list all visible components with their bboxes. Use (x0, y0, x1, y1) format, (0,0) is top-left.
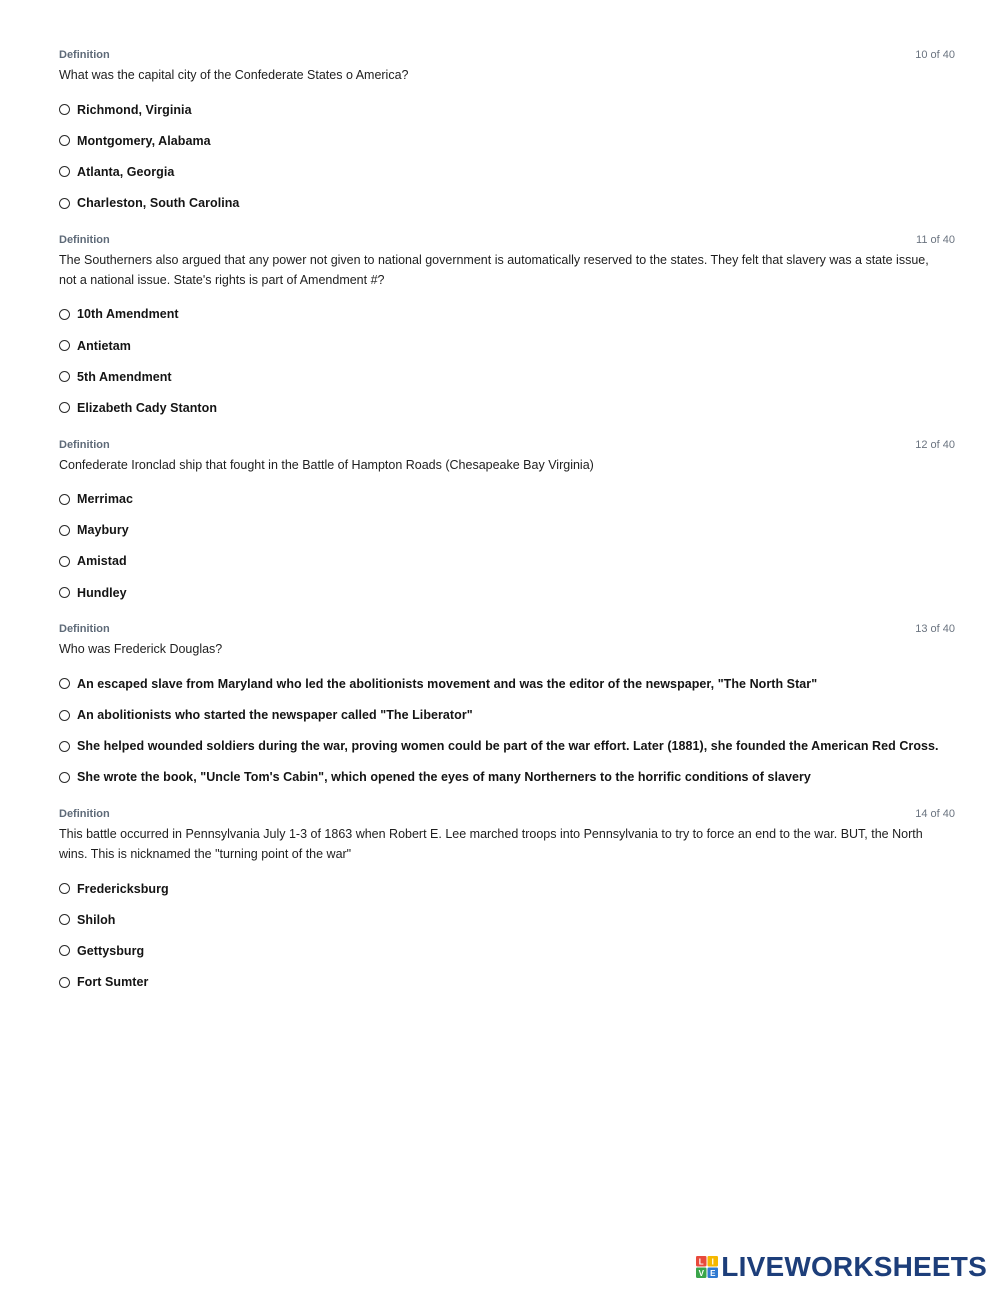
radio-button-icon[interactable] (59, 945, 70, 956)
answer-option[interactable] (59, 668, 955, 699)
answer-option-label: Richmond, Virginia (77, 102, 192, 117)
radio-button-icon[interactable] (59, 741, 70, 752)
answer-option-label: Gettysburg (77, 943, 145, 958)
radio-button-icon[interactable] (59, 371, 70, 382)
answer-option-label: She helped wounded soldiers during the war, proving women could be part of the war effort. Later (1881), she founded the American Red Cross. (77, 739, 939, 754)
answer-option[interactable] (59, 515, 955, 546)
answer-option-label: She wrote the book, "Uncle Tom's Cabin", which opened the eyes of many Northerners to the horrific conditions of slavery (77, 770, 811, 785)
answer-option[interactable] (59, 699, 955, 730)
answer-options (59, 299, 955, 424)
question-prompt: Who was Frederick Douglas? (59, 642, 223, 657)
answer-option-label: Shiloh (77, 912, 116, 927)
answer-option-label: Atlanta, Georgia (77, 164, 175, 179)
question-header (59, 805, 955, 823)
svg-text:V: V (698, 1269, 705, 1278)
radio-button-icon[interactable] (59, 883, 70, 894)
liveworksheets-logo (696, 1252, 987, 1282)
answer-options (59, 873, 955, 998)
radio-button-icon[interactable] (59, 914, 70, 925)
worksheet-page (59, 46, 955, 1010)
question-prompt: What was the capital city of the Confederate States o America? (59, 68, 409, 82)
question-header (59, 620, 955, 638)
answer-option[interactable] (59, 546, 955, 577)
question-12 (59, 436, 955, 609)
answer-option[interactable] (59, 873, 955, 904)
answer-option-label: An abolitionists who started the newspaper called "The Liberator" (77, 708, 473, 723)
radio-button-icon[interactable] (59, 340, 70, 351)
radio-button-icon[interactable] (59, 977, 70, 988)
question-prompt: Confederate Ironclad ship that fought in the Battle of Hampton Roads (Chesapeake Bay Virginia) (59, 457, 594, 472)
question-counter: 13 of 40 (915, 623, 955, 636)
svg-text:I: I (711, 1257, 715, 1267)
answer-option-label: Fredericksburg (77, 881, 169, 896)
answer-option-label: Montgomery, Alabama (77, 133, 211, 148)
answer-options (59, 94, 955, 219)
radio-button-icon[interactable] (59, 104, 70, 115)
radio-button-icon[interactable] (59, 678, 70, 689)
answer-option-label: Fort Sumter (77, 975, 149, 990)
question-type-label: Definition (59, 623, 110, 636)
question-prompt: The Southerners also argued that any power not given to national government is automatically reserved to the states. They felt that slavery was a state issue, not a national issue. State's rights is part of Amendment #? (59, 252, 929, 287)
answer-option-label: An escaped slave from Maryland who led the abolitionists movement and was the editor of the newspaper, "The North Star" (77, 676, 818, 691)
answer-option[interactable] (59, 935, 955, 966)
question-counter: 11 of 40 (916, 233, 955, 246)
question-counter: 12 of 40 (915, 438, 955, 451)
radio-button-icon[interactable] (59, 494, 70, 505)
question-10 (59, 46, 955, 219)
answer-option-label: Hundley (77, 585, 127, 600)
radio-button-icon[interactable] (59, 309, 70, 320)
question-14 (59, 805, 955, 998)
answer-option-label: Maybury (77, 523, 129, 538)
radio-button-icon[interactable] (59, 710, 70, 721)
answer-option-label: Amistad (77, 554, 127, 569)
question-type-label: Definition (59, 438, 110, 451)
answer-option-label: Merrimac (77, 492, 133, 507)
answer-option[interactable] (59, 361, 955, 392)
radio-button-icon[interactable] (59, 525, 70, 536)
radio-button-icon[interactable] (59, 166, 70, 177)
question-type-label: Definition (59, 233, 110, 246)
radio-button-icon[interactable] (59, 587, 70, 598)
answer-option[interactable] (59, 577, 955, 608)
radio-button-icon[interactable] (59, 135, 70, 146)
question-type-label: Definition (59, 49, 110, 61)
radio-button-icon[interactable] (59, 772, 70, 783)
answer-option[interactable] (59, 188, 955, 219)
svg-text:E: E (710, 1269, 716, 1278)
radio-button-icon[interactable] (59, 556, 70, 567)
answer-option[interactable] (59, 392, 955, 423)
radio-button-icon[interactable] (59, 198, 70, 209)
brand-name: LIVEWORKSHEETS (721, 1251, 987, 1282)
answer-option[interactable] (59, 904, 955, 935)
answer-option[interactable] (59, 484, 955, 515)
answer-option-label: Antietam (77, 338, 131, 353)
answer-option[interactable] (59, 967, 955, 998)
liveworksheets-logo-icon (696, 1256, 718, 1278)
answer-option[interactable] (59, 94, 955, 125)
radio-button-icon[interactable] (59, 402, 70, 413)
answer-option-label: Charleston, South Carolina (77, 196, 240, 211)
question-header (59, 231, 955, 249)
answer-option[interactable] (59, 299, 955, 330)
answer-option[interactable] (59, 762, 955, 793)
answer-options (59, 484, 955, 609)
question-13 (59, 620, 955, 793)
question-type-label: Definition (59, 808, 110, 820)
svg-text:L: L (699, 1257, 704, 1267)
answer-option-label: 5th Amendment (77, 369, 172, 384)
question-counter: 10 of 40 (915, 49, 955, 61)
question-prompt: This battle occurred in Pennsylvania July 1-3 of 1863 when Robert E. Lee marched troops into Pennsylvania to try to force an end to the war. BUT, the North wins. This is nicknamed the "turning point of the war" (59, 827, 923, 861)
answer-option-label: Elizabeth Cady Stanton (77, 400, 218, 415)
answer-option[interactable] (59, 156, 955, 187)
question-counter: 14 of 40 (915, 808, 955, 820)
answer-option[interactable] (59, 330, 955, 361)
answer-option-label: 10th Amendment (77, 307, 179, 322)
question-header (59, 436, 955, 454)
question-header (59, 46, 955, 64)
answer-options (59, 668, 955, 793)
answer-option[interactable] (59, 731, 955, 762)
answer-option[interactable] (59, 125, 955, 156)
question-11 (59, 231, 955, 424)
